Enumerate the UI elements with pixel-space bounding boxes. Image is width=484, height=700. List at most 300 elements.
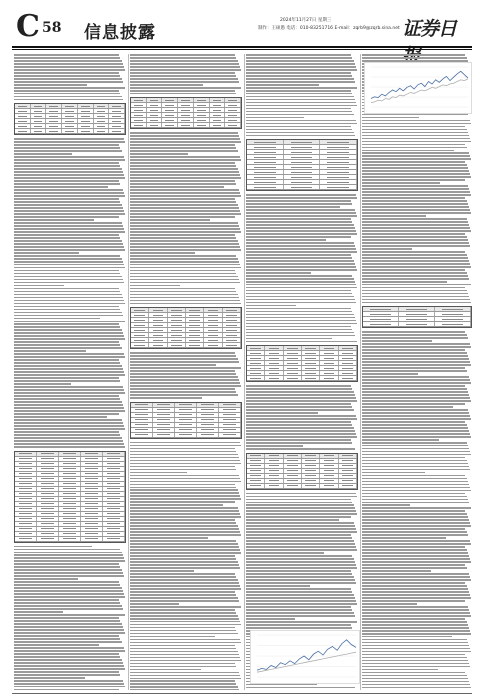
table-cell <box>15 522 37 526</box>
table-cell <box>149 318 167 322</box>
table-cell <box>320 351 338 355</box>
text-line <box>246 391 354 393</box>
table-cell <box>15 487 37 491</box>
table-cell <box>131 418 153 422</box>
text-line <box>362 627 469 629</box>
text-line <box>246 317 355 319</box>
text-line <box>246 302 356 304</box>
text-line <box>362 376 469 378</box>
text-line <box>246 212 356 214</box>
text-line <box>362 522 470 524</box>
text-line <box>130 138 240 140</box>
table-cell <box>302 366 320 370</box>
table-cell <box>320 464 338 468</box>
table-row <box>131 433 241 438</box>
text-line <box>362 406 453 408</box>
text-line <box>246 531 357 533</box>
text-line <box>130 487 236 489</box>
table-cell <box>153 418 175 422</box>
text-line <box>246 519 339 521</box>
table-cell <box>197 423 219 427</box>
table-cell <box>59 492 81 496</box>
table-cell <box>265 484 283 488</box>
text-line <box>246 576 354 578</box>
text-line <box>130 303 241 305</box>
text-line <box>130 394 238 396</box>
text-line <box>362 633 471 635</box>
text-line <box>14 686 125 688</box>
text-line <box>362 621 467 623</box>
table-cell <box>284 469 302 473</box>
table-cell <box>31 114 47 118</box>
text-line <box>14 419 122 421</box>
text-line <box>362 561 471 563</box>
text-line <box>362 445 468 447</box>
text-line <box>362 263 470 265</box>
text-line <box>246 332 354 334</box>
text-line <box>362 191 470 193</box>
table-cell <box>302 469 320 473</box>
table-cell <box>103 482 125 486</box>
text-line <box>130 165 236 167</box>
text-line <box>130 606 241 608</box>
text-line <box>362 543 471 545</box>
text-line <box>14 144 119 146</box>
text-line <box>14 228 124 230</box>
text-line <box>246 284 356 286</box>
table-cell <box>162 118 178 122</box>
text-line <box>362 546 465 548</box>
text-line <box>130 633 238 635</box>
text-line <box>130 358 238 360</box>
text-line <box>130 489 238 491</box>
text-line <box>362 516 468 518</box>
table-cell <box>284 160 321 164</box>
text-line <box>14 213 125 215</box>
text-line <box>14 677 85 679</box>
text-line <box>14 183 120 185</box>
table-cell <box>284 140 321 144</box>
table-cell <box>149 333 167 337</box>
text-line <box>14 602 120 604</box>
text-line <box>246 594 354 596</box>
text-line <box>14 623 122 625</box>
table-cell <box>131 433 153 437</box>
text-line <box>362 504 410 506</box>
text-line <box>362 537 446 539</box>
text-line <box>130 669 201 671</box>
table-cell <box>15 497 37 501</box>
text-line <box>14 255 120 257</box>
text-line <box>14 309 120 311</box>
table-row <box>247 484 357 489</box>
text-line <box>246 233 357 235</box>
text-line <box>130 210 240 212</box>
text-line <box>130 543 238 545</box>
table-cell <box>62 119 78 123</box>
table-cell <box>131 428 153 432</box>
text-line <box>362 340 432 342</box>
text-line <box>14 680 123 682</box>
table-cell <box>247 459 265 463</box>
text-line <box>362 194 471 196</box>
text-line <box>246 612 354 614</box>
table-cell <box>15 124 31 128</box>
table-cell <box>204 338 222 342</box>
table-cell <box>109 109 125 113</box>
text-line <box>130 168 238 170</box>
table-cell <box>37 507 59 511</box>
text-line <box>362 675 467 677</box>
text-line <box>14 294 122 296</box>
table-cell <box>204 308 222 312</box>
text-line <box>14 171 123 173</box>
text-line <box>130 361 239 363</box>
text-line <box>130 81 239 83</box>
table-cell <box>37 512 59 516</box>
data-table <box>130 97 242 129</box>
text-line <box>246 439 351 441</box>
text-line <box>246 507 355 509</box>
text-line <box>14 578 78 580</box>
text-line <box>362 239 468 241</box>
text-line <box>130 171 239 173</box>
table-cell <box>219 418 241 422</box>
text-line <box>246 528 356 530</box>
table-cell <box>131 118 147 122</box>
text-line <box>246 126 351 128</box>
table-cell <box>168 343 186 347</box>
text-line <box>246 236 351 238</box>
table-cell <box>284 371 302 375</box>
table-cell <box>302 346 320 350</box>
table-cell <box>210 113 226 117</box>
table-cell <box>31 119 47 123</box>
text-line <box>14 389 124 391</box>
text-line <box>130 258 238 260</box>
text-line <box>362 361 470 363</box>
text-line <box>130 75 236 77</box>
text-line <box>246 403 351 405</box>
table-cell <box>81 477 103 481</box>
table-cell <box>103 522 125 526</box>
text-line <box>130 576 236 578</box>
table-cell <box>168 308 186 312</box>
table-cell <box>15 527 37 531</box>
table-cell <box>223 333 241 337</box>
text-line <box>362 660 468 662</box>
table-cell <box>81 507 103 511</box>
text-line <box>130 588 241 590</box>
table-cell <box>149 328 167 332</box>
table-cell <box>225 118 241 122</box>
table-cell <box>210 118 226 122</box>
table-cell <box>147 123 163 127</box>
text-line <box>362 669 438 671</box>
text-line <box>14 81 123 83</box>
text-line <box>130 567 240 569</box>
text-line <box>14 620 120 622</box>
text-line <box>130 573 235 575</box>
text-line <box>14 596 125 598</box>
text-line <box>130 525 238 527</box>
table-cell <box>59 517 81 521</box>
text-line <box>362 212 471 214</box>
text-line <box>130 364 216 366</box>
text-line <box>246 54 351 56</box>
text-line <box>246 117 304 119</box>
table-cell <box>131 103 147 107</box>
table-cell <box>81 452 103 456</box>
column-divider <box>244 54 245 690</box>
table-cell <box>62 104 78 108</box>
text-line <box>130 660 241 662</box>
table-cell <box>103 472 125 476</box>
text-line <box>246 111 352 113</box>
table-cell <box>284 150 321 154</box>
text-line <box>362 469 470 471</box>
text-line <box>246 338 332 340</box>
text-line <box>362 275 468 277</box>
text-line <box>362 382 471 384</box>
table-cell <box>81 472 103 476</box>
text-line <box>246 549 357 551</box>
text-line <box>14 174 124 176</box>
text-line <box>362 618 465 620</box>
text-line <box>246 96 354 98</box>
text-line <box>130 69 241 71</box>
text-line <box>14 353 124 355</box>
text-line <box>130 648 236 650</box>
text-line <box>130 60 238 62</box>
table-cell <box>15 482 37 486</box>
table-cell <box>81 457 103 461</box>
text-line <box>246 406 352 408</box>
text-line <box>362 603 417 605</box>
text-line <box>130 195 241 197</box>
text-line <box>130 355 236 357</box>
text-line <box>246 618 295 620</box>
text-line <box>362 540 470 542</box>
table-cell <box>46 109 62 113</box>
text-line <box>362 176 471 178</box>
date-line: 2024年11月27日 星期三 <box>280 18 332 23</box>
table-cell <box>247 150 284 154</box>
table-cell <box>46 114 62 118</box>
text-line <box>130 501 235 503</box>
text-line <box>14 590 123 592</box>
text-line <box>130 352 235 354</box>
table-cell <box>94 114 110 118</box>
text-line <box>362 251 465 253</box>
text-line <box>246 430 355 432</box>
text-line <box>14 54 119 56</box>
text-line <box>362 433 470 435</box>
text-line <box>14 141 125 143</box>
text-line <box>130 469 236 471</box>
text-line <box>14 189 123 191</box>
text-line <box>14 401 122 403</box>
table-cell <box>219 403 241 407</box>
text-line <box>362 448 469 450</box>
column-4-text <box>362 54 472 690</box>
table-cell <box>363 317 399 321</box>
text-line <box>14 552 122 554</box>
table-cell <box>247 464 265 468</box>
text-line <box>362 161 465 163</box>
text-line <box>246 415 356 417</box>
text-line <box>130 504 223 506</box>
table-cell <box>94 119 110 123</box>
text-line <box>130 603 179 605</box>
table-cell <box>265 376 283 380</box>
text-line <box>362 519 469 521</box>
table-cell <box>15 532 37 536</box>
table-cell <box>62 109 78 113</box>
table-cell <box>178 113 194 117</box>
text-line <box>130 183 236 185</box>
column-divider <box>360 54 361 690</box>
text-line <box>362 173 470 175</box>
table-cell <box>197 418 219 422</box>
text-line <box>14 326 120 328</box>
table-cell <box>168 313 186 317</box>
text-line <box>130 537 208 539</box>
text-line <box>14 605 122 607</box>
table-cell <box>103 467 125 471</box>
table-cell <box>81 487 103 491</box>
text-line <box>246 522 354 524</box>
text-line <box>14 581 119 583</box>
text-line <box>362 152 469 154</box>
table-cell <box>103 497 125 501</box>
text-line <box>14 279 123 281</box>
table-cell <box>131 423 153 427</box>
table-row <box>15 129 125 134</box>
text-line <box>130 472 187 474</box>
text-line <box>362 609 469 611</box>
text-line <box>362 403 465 405</box>
text-line <box>14 338 125 340</box>
text-line <box>130 370 235 372</box>
text-line <box>362 170 469 172</box>
data-table <box>130 402 242 439</box>
table-cell <box>59 477 81 481</box>
text-line <box>362 167 468 169</box>
text-line <box>130 466 235 468</box>
text-line <box>362 558 470 560</box>
text-line <box>14 186 108 188</box>
data-table <box>362 306 472 328</box>
text-line <box>362 129 467 131</box>
column-2 <box>130 54 242 690</box>
text-line <box>246 326 351 328</box>
text-line <box>14 575 124 577</box>
text-line <box>130 442 240 444</box>
table-cell <box>103 477 125 481</box>
text-line <box>362 388 467 390</box>
text-line <box>14 662 123 664</box>
text-line <box>130 391 236 393</box>
table-cell <box>247 145 284 149</box>
text-line <box>246 600 356 602</box>
text-line <box>14 273 120 275</box>
text-line <box>246 66 356 68</box>
text-line <box>246 582 356 584</box>
column-2-text <box>130 54 242 690</box>
text-line <box>130 672 239 674</box>
table-cell <box>247 469 265 473</box>
text-line <box>14 78 122 80</box>
table-cell <box>339 376 357 380</box>
text-line <box>130 291 236 293</box>
text-line <box>14 368 123 370</box>
table-cell <box>204 343 222 347</box>
text-line <box>246 394 355 396</box>
table-cell <box>162 123 178 127</box>
table-cell <box>284 170 321 174</box>
table-cell <box>265 351 283 355</box>
table-cell <box>194 108 210 112</box>
text-line <box>130 507 238 509</box>
table-cell <box>204 313 222 317</box>
text-line <box>130 663 235 665</box>
table-cell <box>109 124 125 128</box>
text-line <box>362 269 465 271</box>
table-cell <box>131 313 149 317</box>
table-cell <box>103 527 125 531</box>
table-cell <box>223 313 241 317</box>
text-line <box>14 362 120 364</box>
table-cell <box>37 522 59 526</box>
text-line <box>14 386 123 388</box>
text-line <box>130 630 236 632</box>
text-line <box>362 570 431 572</box>
table-cell <box>78 114 94 118</box>
text-line <box>14 303 125 305</box>
table-row <box>15 537 125 542</box>
table-cell <box>37 532 59 536</box>
text-line <box>14 75 120 77</box>
table-cell <box>94 104 110 108</box>
table-cell <box>168 333 186 337</box>
text-line <box>130 156 240 158</box>
data-table <box>246 139 358 191</box>
column-3-text <box>246 54 358 690</box>
table-cell <box>339 459 357 463</box>
text-line <box>14 431 119 433</box>
text-line <box>362 200 467 202</box>
text-line <box>14 231 125 233</box>
text-line <box>362 245 470 247</box>
text-line <box>130 249 241 251</box>
text-line <box>130 201 236 203</box>
text-line <box>246 78 354 80</box>
text-line <box>362 412 469 414</box>
table-cell <box>284 474 302 478</box>
table-cell <box>197 428 219 432</box>
text-line <box>14 608 123 610</box>
table-cell <box>204 318 222 322</box>
table-cell <box>178 98 194 102</box>
text-line <box>362 430 469 432</box>
table-cell <box>339 479 357 483</box>
table-cell <box>78 119 94 123</box>
text-line <box>14 347 122 349</box>
table-cell <box>265 361 283 365</box>
text-line <box>14 629 124 631</box>
data-table <box>246 345 358 382</box>
